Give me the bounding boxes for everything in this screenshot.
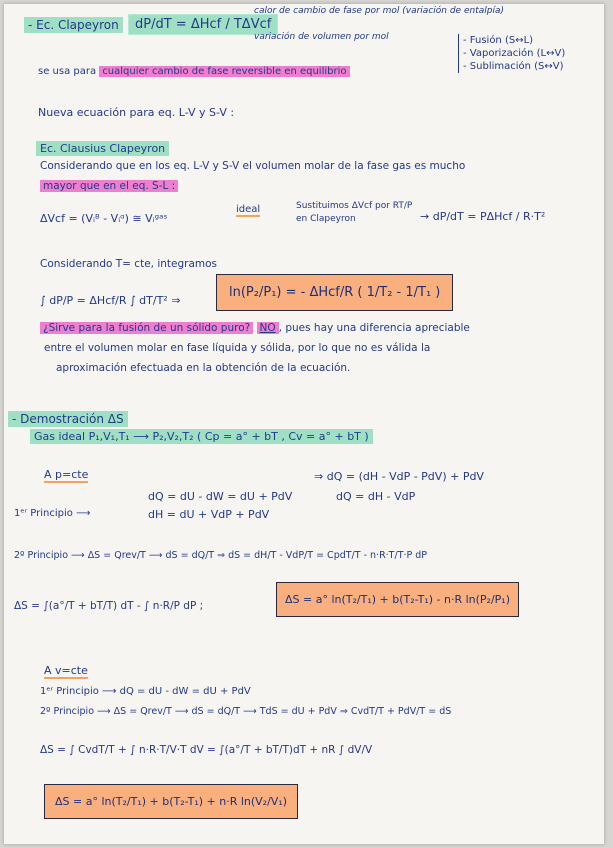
cc-line1: Considerando que en los eq. L-V y S-V el volumen molar de la fase gas es mucho bbox=[40, 160, 466, 172]
v-const-title: A v=cte bbox=[44, 664, 88, 677]
p-second-principle: 2º Principio ⟶ ΔS = Qrev/T ⟶ dS = dQ/T ⇒ dS = dH/T - VdP/T = CpdT/T - n·R·T/T·P dP bbox=[14, 550, 428, 561]
usage-line: se usa para cualquier cambio de fase reversible en equilibrio bbox=[38, 66, 350, 77]
usage-highlight: cualquier cambio de fase reversible en equilibrio bbox=[99, 66, 349, 77]
p-first-principle-label: 1ᵉʳ Principio ⟶ bbox=[14, 508, 91, 519]
p-first-d: dQ = dH - VdP bbox=[336, 490, 416, 503]
case-sublimation: - Sublimación (S↔V) bbox=[463, 61, 564, 72]
cc-line4: Considerando T= cte, integramos bbox=[40, 258, 218, 270]
clausius-clapeyron-box: ln(P₂/P₁) = - ΔHcf/R ( 1/T₂ - 1/T₁ ) bbox=[216, 274, 453, 311]
case-vaporization: - Vaporización (L↔V) bbox=[463, 48, 566, 59]
p-first-a: dQ = dU - dW = dU + PdV bbox=[148, 490, 293, 503]
clausius-title: Ec. Clausius Clapeyron bbox=[36, 142, 169, 155]
notebook-page bbox=[4, 4, 604, 844]
volume-note: variación de volumen por mol bbox=[254, 32, 389, 42]
p-const-title: A p=cte bbox=[44, 468, 89, 481]
cc-line3d: → dP/dT = PΔHcf / R·T² bbox=[420, 210, 546, 223]
enthalpy-note: calor de cambio de fase por mol (variación de entalpía) bbox=[254, 6, 504, 16]
cc-integral: ∫ dP/P = ΔHcf/R ∫ dT/T² ⇒ bbox=[40, 294, 181, 307]
v-ds-integral: ΔS = ∫ CvdT/T + ∫ n·R·T/V·T dV = ∫(a°/T + bT/T)dT + nR ∫ dV/V bbox=[40, 744, 373, 756]
clapeyron-label: - Ec. Clapeyron bbox=[24, 18, 123, 32]
demo-title: - Demostración ΔS bbox=[8, 412, 128, 426]
p-first-b: dH = dU + VdP + PdV bbox=[148, 508, 270, 521]
cc-answer-2: entre el volumen molar en fase líquida y sólida, por lo que no es válida la bbox=[44, 342, 431, 354]
cc-question: ¿Sirve para la fusión de un sólido puro? NO , pues hay una diferencia apreciable bbox=[40, 322, 470, 334]
cc-line3a: ΔVcf = (Vᵢᴮ - Vᵢᵅ) ≅ Vᵢᵍᵃˢ bbox=[40, 212, 168, 225]
p-ds-integral: ΔS = ∫(a°/T + bT/T) dT - ∫ n·R/P dP ; bbox=[14, 600, 204, 612]
case-fusion: - Fusión (S↔L) bbox=[463, 35, 534, 46]
entropy-v-box: ΔS = a° ln(T₂/T₁) + b(T₂-T₁) + n·R ln(V₂/V₁) bbox=[44, 784, 298, 819]
v-second-principle: 2º Principio ⟶ ΔS = Qrev/T ⟶ dS = dQ/T ⟶ TdS = dU + PdV ⇒ CvdT/T + PdV/T = dS bbox=[40, 706, 452, 717]
cc-line2: mayor que en el eq. S-L : bbox=[40, 180, 178, 192]
cc-line3c: Sustituimos ΔVcf por RT/P en Clapeyron bbox=[296, 201, 413, 224]
phase-change-list bbox=[458, 34, 565, 73]
cc-answer-3: aproximación efectuada en la obtención de la ecuación. bbox=[56, 362, 351, 374]
cc-line3b: ideal bbox=[236, 204, 261, 215]
entropy-p-box: ΔS = a° ln(T₂/T₁) + b(T₂-T₁) - n·R ln(P₂/P₁) bbox=[276, 582, 519, 617]
v-first-principle: 1ᵉʳ Principio ⟶ dQ = dU - dW = dU + PdV bbox=[40, 686, 251, 697]
p-first-c: ⇒ dQ = (dH - VdP - PdV) + PdV bbox=[314, 470, 484, 483]
clapeyron-formula: dP/dT = ΔHcf / TΔVcf bbox=[128, 14, 278, 35]
demo-gas-line: Gas ideal P₁,V₁,T₁ ⟶ P₂,V₂,T₂ ( Cp = a° + bT , Cv = a° + bT ) bbox=[30, 430, 373, 443]
new-equation-line: Nueva ecuación para eq. L-V y S-V : bbox=[38, 106, 235, 119]
